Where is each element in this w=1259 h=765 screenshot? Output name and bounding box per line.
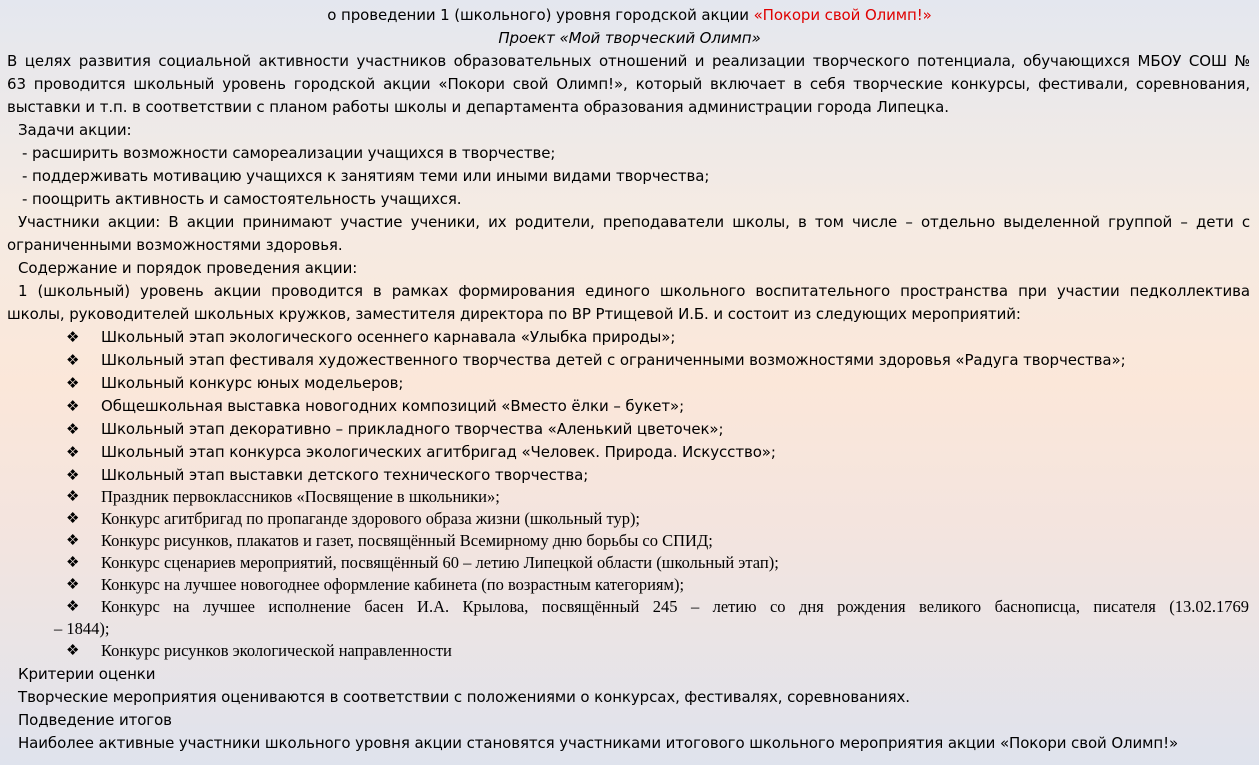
- event-title-continuation: – 1844);: [54, 619, 110, 638]
- event-title: Школьный этап выставки детского технического творчества;: [101, 466, 589, 484]
- diamond-bullet-icon: ❖: [66, 420, 80, 438]
- event-title: Школьный конкурс юных модельеров;: [101, 374, 404, 392]
- diamond-bullet-icon: ❖: [66, 374, 80, 392]
- event-title: Школьный этап экологического осеннего карнавала «Улыбка природы»;: [101, 328, 676, 346]
- diamond-bullet-icon: ❖: [66, 443, 80, 461]
- tasks-heading: [18, 119, 131, 141]
- task-item: - поддерживать мотивацию учащихся к занятиям теми или иными видами творчества;: [22, 167, 710, 185]
- diamond-bullet-icon: ❖: [66, 533, 80, 549]
- diamond-bullet-icon: ❖: [66, 555, 80, 571]
- diamond-bullet-icon: ❖: [66, 599, 80, 615]
- event-title: Общешкольная выставка новогодних композиций «Вместо ёлки – букет»;: [101, 397, 685, 415]
- diamond-bullet-icon: ❖: [66, 511, 80, 527]
- criteria-heading: Критерии оценки: [18, 665, 156, 683]
- project-subtitle: Проект «Мой творческий Олимп»: [498, 29, 761, 47]
- diamond-bullet-icon: ❖: [66, 351, 80, 369]
- event-title: Конкурс рисунков экологической направленности: [101, 641, 452, 660]
- event-title: Конкурс рисунков, плакатов и газет, посвящённый Всемирному дню борьбы со СПИД;: [101, 531, 713, 550]
- tasks-heading-colon: :: [126, 121, 132, 139]
- results-heading: Подведение итогов: [18, 711, 172, 729]
- event-title: Конкурс на лучшее новогоднее оформление кабинета (по возрастным категориям);: [101, 575, 685, 594]
- diamond-bullet-icon: ❖: [66, 489, 80, 505]
- diamond-bullet-icon: ❖: [66, 466, 80, 484]
- task-item: - расширить возможности самореализации учащихся в творчестве;: [22, 144, 556, 162]
- tasks-heading-label: Задачи акции: [18, 121, 127, 139]
- content-line-1: 1 (школьный) уровень акции проводится в рамках формирования единого школьного воспитательного пространства при участии педколлектива: [18, 282, 1250, 300]
- event-title: Конкурс сценариев мероприятий, посвящённый 60 – летию Липецкой области (школьный этап);: [101, 553, 779, 572]
- diamond-bullet-icon: ❖: [66, 577, 80, 593]
- document-title: [0, 4, 1259, 26]
- event-title: Конкурс агитбригад по пропаганде здорового образа жизни (школьный тур);: [101, 509, 641, 528]
- participants-line-2: ограниченными возможностями здоровья.: [7, 236, 343, 254]
- intro-line-1: В целях развития социальной активности участников образовательных отношений и реализации творческого потенциала, обучающихся МБОУ СОШ №: [7, 52, 1250, 70]
- participants-heading: Участники акции: [18, 213, 156, 231]
- diamond-bullet-icon: ❖: [66, 643, 80, 659]
- event-title: Школьный этап декоративно – прикладного творчества «Аленький цветочек»;: [101, 420, 724, 438]
- content-heading: [18, 257, 357, 279]
- diamond-bullet-icon: ❖: [66, 328, 80, 346]
- action-name-highlight: «Покори свой Олимп!»: [753, 6, 932, 24]
- task-item: - поощрить активность и самостоятельность учащихся.: [22, 190, 462, 208]
- event-title: Школьный этап фестиваля художественного творчества детей с ограниченными возможностями здоровья «Радуга творчества»;: [101, 351, 1126, 369]
- content-heading-label: Содержание и порядок проведения акции: [18, 259, 353, 277]
- participants-line-1: [18, 211, 1250, 233]
- intro-line-2: 63 проводится школьный уровень городской акции «Покори свой Олимп!», который включает в себя творческие конкурсы, фестивали, соревнования,: [7, 75, 1250, 93]
- event-title: Праздник первоклассников «Посвящение в школьники»;: [101, 487, 500, 506]
- participants-text: : В акции принимают участие ученики, их родители, преподаватели школы, в том числе – отдельно выделенной группой – дети с: [155, 213, 1250, 231]
- criteria-text: Творческие мероприятия оцениваются в соответствии с положениями о конкурсах, фестивалях, соревнованиях.: [18, 688, 910, 706]
- event-title: Школьный этап конкурса экологических агитбригад «Человек. Природа. Искусство»;: [101, 443, 776, 461]
- diamond-bullet-icon: ❖: [66, 397, 80, 415]
- results-text: Наиболее активные участники школьного уровня акции становятся участниками итогового школьного мероприятия акции «Покори свой Олимп!»: [18, 734, 1179, 752]
- content-heading-colon: :: [352, 259, 358, 277]
- content-line-2: школы, руководителей школьных кружков, заместителя директора по ВР Ртищевой И.Б. и состоит из следующих мероприятий:: [7, 305, 1021, 323]
- event-title: Конкурс на лучшее исполнение басен И.А. Крылова, посвящённый 245 – летию со дня рождения великого баснописца, писателя (13.02.1769: [101, 597, 1249, 616]
- intro-line-3: выставки и т.п. в соответствии с планом работы школы и департамента образования администрации города Липецка.: [7, 98, 949, 116]
- title-prefix: о проведении 1 (школьного) уровня городской акции: [327, 6, 754, 24]
